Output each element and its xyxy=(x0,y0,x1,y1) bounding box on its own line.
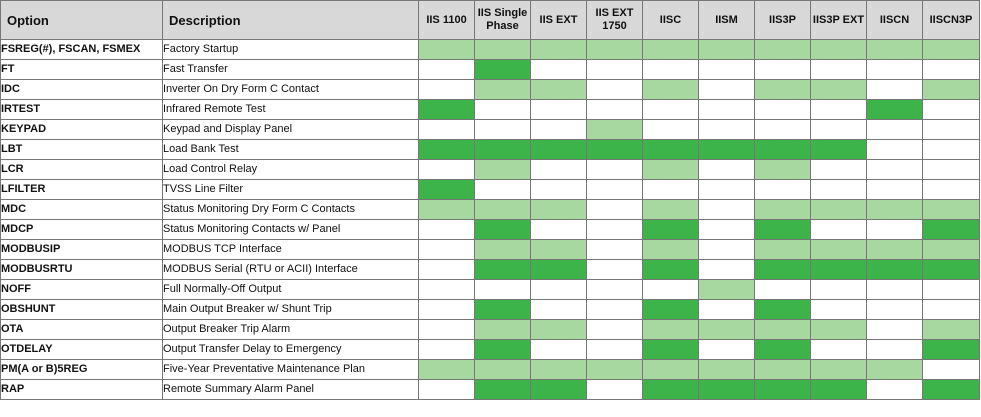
availability-cell xyxy=(475,380,531,400)
header-description: Description xyxy=(163,1,419,40)
availability-cell xyxy=(475,300,531,320)
availability-cell xyxy=(755,280,811,300)
availability-cell xyxy=(811,380,867,400)
availability-cell xyxy=(755,380,811,400)
header-model: IIS Single Phase xyxy=(475,1,531,40)
availability-cell xyxy=(475,60,531,80)
availability-cell xyxy=(811,340,867,360)
availability-cell xyxy=(419,80,475,100)
availability-cell xyxy=(643,280,699,300)
availability-cell xyxy=(475,200,531,220)
option-description: Inverter On Dry Form C Contact xyxy=(163,80,419,100)
option-code: LBT xyxy=(1,140,163,160)
availability-cell xyxy=(699,260,755,280)
availability-cell xyxy=(867,180,923,200)
option-description: Output Transfer Delay to Emergency xyxy=(163,340,419,360)
option-description: Full Normally-Off Output xyxy=(163,280,419,300)
availability-cell xyxy=(475,220,531,240)
availability-cell xyxy=(923,200,980,220)
option-code: FSREG(#), FSCAN, FSMEX xyxy=(1,40,163,60)
availability-cell xyxy=(419,320,475,340)
table-row xyxy=(1,320,980,340)
option-description: Remote Summary Alarm Panel xyxy=(163,380,419,400)
option-code: OTDELAY xyxy=(1,340,163,360)
table-row xyxy=(1,340,980,360)
availability-cell xyxy=(811,100,867,120)
option-code: MDCP xyxy=(1,220,163,240)
table-row xyxy=(1,60,980,80)
header-model: IISCN xyxy=(867,1,923,40)
option-description: MODBUS TCP Interface xyxy=(163,240,419,260)
availability-cell xyxy=(643,60,699,80)
table-row xyxy=(1,380,980,400)
availability-cell xyxy=(419,100,475,120)
availability-cell xyxy=(811,80,867,100)
availability-cell xyxy=(587,100,643,120)
availability-cell xyxy=(755,60,811,80)
availability-cell xyxy=(923,160,980,180)
availability-cell xyxy=(867,240,923,260)
availability-cell xyxy=(643,220,699,240)
availability-cell xyxy=(531,160,587,180)
availability-cell xyxy=(867,160,923,180)
availability-cell xyxy=(643,320,699,340)
availability-cell xyxy=(755,40,811,60)
header-model: IISCN3P xyxy=(923,1,980,40)
availability-cell xyxy=(811,240,867,260)
availability-cell xyxy=(867,280,923,300)
availability-cell xyxy=(867,260,923,280)
availability-cell xyxy=(811,40,867,60)
availability-cell xyxy=(587,380,643,400)
availability-cell xyxy=(811,160,867,180)
option-description: Fast Transfer xyxy=(163,60,419,80)
availability-cell xyxy=(867,200,923,220)
availability-cell xyxy=(643,100,699,120)
availability-cell xyxy=(475,240,531,260)
table-row xyxy=(1,40,980,60)
availability-cell xyxy=(867,320,923,340)
availability-cell xyxy=(531,280,587,300)
option-code: NOFF xyxy=(1,280,163,300)
availability-cell xyxy=(419,60,475,80)
availability-cell xyxy=(867,300,923,320)
table-row xyxy=(1,280,980,300)
availability-cell xyxy=(755,80,811,100)
option-description: Factory Startup xyxy=(163,40,419,60)
option-code: LFILTER xyxy=(1,180,163,200)
table-header xyxy=(1,1,980,40)
availability-cell xyxy=(755,220,811,240)
availability-cell xyxy=(587,160,643,180)
table-row xyxy=(1,100,980,120)
availability-cell xyxy=(811,360,867,380)
option-code: OTA xyxy=(1,320,163,340)
availability-cell xyxy=(699,360,755,380)
option-code: IDC xyxy=(1,80,163,100)
availability-cell xyxy=(531,380,587,400)
availability-cell xyxy=(867,120,923,140)
availability-cell xyxy=(923,380,980,400)
option-description: Output Breaker Trip Alarm xyxy=(163,320,419,340)
availability-cell xyxy=(643,40,699,60)
availability-cell xyxy=(643,160,699,180)
availability-cell xyxy=(699,240,755,260)
availability-cell xyxy=(475,40,531,60)
availability-cell xyxy=(755,340,811,360)
availability-cell xyxy=(755,320,811,340)
availability-cell xyxy=(755,260,811,280)
availability-cell xyxy=(699,60,755,80)
availability-cell xyxy=(867,140,923,160)
availability-cell xyxy=(419,280,475,300)
availability-cell xyxy=(811,300,867,320)
option-description: Keypad and Display Panel xyxy=(163,120,419,140)
availability-cell xyxy=(419,40,475,60)
table-row xyxy=(1,180,980,200)
availability-cell xyxy=(923,320,980,340)
availability-cell xyxy=(811,200,867,220)
availability-cell xyxy=(699,180,755,200)
availability-cell xyxy=(531,180,587,200)
header-row xyxy=(1,1,980,40)
availability-cell xyxy=(923,40,980,60)
availability-cell xyxy=(643,260,699,280)
availability-cell xyxy=(531,260,587,280)
availability-cell xyxy=(699,300,755,320)
availability-cell xyxy=(587,40,643,60)
availability-cell xyxy=(811,220,867,240)
availability-cell xyxy=(643,140,699,160)
availability-cell xyxy=(643,200,699,220)
availability-cell xyxy=(587,240,643,260)
availability-cell xyxy=(531,120,587,140)
availability-cell xyxy=(755,140,811,160)
availability-cell xyxy=(755,160,811,180)
availability-cell xyxy=(699,280,755,300)
availability-cell xyxy=(419,260,475,280)
availability-cell xyxy=(923,60,980,80)
availability-cell xyxy=(755,360,811,380)
availability-cell xyxy=(419,240,475,260)
availability-cell xyxy=(587,200,643,220)
option-code: FT xyxy=(1,60,163,80)
availability-cell xyxy=(643,180,699,200)
availability-cell xyxy=(867,100,923,120)
availability-cell xyxy=(755,300,811,320)
availability-cell xyxy=(811,280,867,300)
availability-cell xyxy=(755,120,811,140)
availability-cell xyxy=(699,320,755,340)
availability-cell xyxy=(587,320,643,340)
availability-cell xyxy=(867,80,923,100)
availability-cell xyxy=(643,340,699,360)
availability-cell xyxy=(643,380,699,400)
availability-cell xyxy=(419,360,475,380)
availability-cell xyxy=(923,360,980,380)
availability-cell xyxy=(587,220,643,240)
availability-cell xyxy=(419,380,475,400)
availability-cell xyxy=(531,60,587,80)
header-model: IIS EXT 1750 xyxy=(587,1,643,40)
availability-cell xyxy=(643,80,699,100)
availability-cell xyxy=(867,360,923,380)
table-body xyxy=(1,40,980,400)
availability-cell xyxy=(699,140,755,160)
availability-cell xyxy=(923,80,980,100)
option-code: KEYPAD xyxy=(1,120,163,140)
availability-cell xyxy=(475,320,531,340)
option-description: Load Bank Test xyxy=(163,140,419,160)
availability-cell xyxy=(531,300,587,320)
option-code: LCR xyxy=(1,160,163,180)
availability-cell xyxy=(531,40,587,60)
option-code: IRTEST xyxy=(1,100,163,120)
availability-cell xyxy=(475,260,531,280)
availability-cell xyxy=(923,120,980,140)
option-description: Status Monitoring Contacts w/ Panel xyxy=(163,220,419,240)
header-model: IISC xyxy=(643,1,699,40)
availability-cell xyxy=(923,300,980,320)
availability-cell xyxy=(811,180,867,200)
table-row xyxy=(1,140,980,160)
availability-cell xyxy=(923,180,980,200)
availability-cell xyxy=(587,80,643,100)
availability-cell xyxy=(531,220,587,240)
header-model: IISM xyxy=(699,1,755,40)
availability-cell xyxy=(811,260,867,280)
availability-cell xyxy=(699,120,755,140)
availability-cell xyxy=(755,200,811,220)
availability-cell xyxy=(699,100,755,120)
header-model: IIS3P xyxy=(755,1,811,40)
availability-cell xyxy=(587,60,643,80)
availability-cell xyxy=(475,160,531,180)
availability-cell xyxy=(419,120,475,140)
availability-cell xyxy=(755,240,811,260)
availability-cell xyxy=(419,340,475,360)
option-description: Status Monitoring Dry Form C Contacts xyxy=(163,200,419,220)
header-model: IIS EXT xyxy=(531,1,587,40)
option-code: MDC xyxy=(1,200,163,220)
availability-cell xyxy=(755,100,811,120)
availability-cell xyxy=(419,140,475,160)
availability-cell xyxy=(475,100,531,120)
availability-cell xyxy=(531,140,587,160)
option-description: Five-Year Preventative Maintenance Plan xyxy=(163,360,419,380)
table-row xyxy=(1,300,980,320)
availability-cell xyxy=(587,340,643,360)
table-row xyxy=(1,260,980,280)
availability-cell xyxy=(811,140,867,160)
table-row xyxy=(1,220,980,240)
availability-cell xyxy=(587,120,643,140)
option-description: TVSS Line Filter xyxy=(163,180,419,200)
availability-cell xyxy=(531,320,587,340)
availability-cell xyxy=(419,160,475,180)
option-code: PM(A or B)5REG xyxy=(1,360,163,380)
availability-cell xyxy=(923,100,980,120)
table-row xyxy=(1,360,980,380)
availability-cell xyxy=(867,380,923,400)
table-row xyxy=(1,200,980,220)
option-code: RAP xyxy=(1,380,163,400)
availability-cell xyxy=(587,280,643,300)
availability-cell xyxy=(699,200,755,220)
availability-cell xyxy=(699,40,755,60)
availability-cell xyxy=(643,240,699,260)
header-model: IIS3P EXT xyxy=(811,1,867,40)
availability-cell xyxy=(531,80,587,100)
availability-cell xyxy=(531,200,587,220)
table-row xyxy=(1,160,980,180)
availability-cell xyxy=(699,160,755,180)
availability-cell xyxy=(923,340,980,360)
availability-cell xyxy=(587,180,643,200)
availability-cell xyxy=(867,40,923,60)
availability-cell xyxy=(419,200,475,220)
availability-cell xyxy=(867,340,923,360)
availability-cell xyxy=(643,120,699,140)
option-code: MODBUSIP xyxy=(1,240,163,260)
availability-cell xyxy=(587,260,643,280)
availability-cell xyxy=(867,60,923,80)
availability-cell xyxy=(475,80,531,100)
availability-cell xyxy=(811,120,867,140)
availability-cell xyxy=(531,340,587,360)
option-code: MODBUSRTU xyxy=(1,260,163,280)
option-description: Load Control Relay xyxy=(163,160,419,180)
availability-cell xyxy=(923,240,980,260)
availability-cell xyxy=(419,220,475,240)
availability-cell xyxy=(475,340,531,360)
availability-cell xyxy=(699,340,755,360)
option-description: Main Output Breaker w/ Shunt Trip xyxy=(163,300,419,320)
header-option: Option xyxy=(1,1,163,40)
availability-cell xyxy=(531,360,587,380)
availability-cell xyxy=(923,220,980,240)
availability-cell xyxy=(755,180,811,200)
availability-cell xyxy=(699,380,755,400)
availability-cell xyxy=(531,100,587,120)
option-description: Infrared Remote Test xyxy=(163,100,419,120)
header-model: IIS 1100 xyxy=(419,1,475,40)
availability-cell xyxy=(923,280,980,300)
availability-cell xyxy=(475,120,531,140)
availability-cell xyxy=(475,140,531,160)
availability-cell xyxy=(923,140,980,160)
availability-cell xyxy=(699,220,755,240)
table-row xyxy=(1,80,980,100)
availability-cell xyxy=(587,360,643,380)
availability-cell xyxy=(643,360,699,380)
availability-cell xyxy=(811,320,867,340)
option-code: OBSHUNT xyxy=(1,300,163,320)
table-row xyxy=(1,120,980,140)
availability-cell xyxy=(531,240,587,260)
option-description: MODBUS Serial (RTU or ACII) Interface xyxy=(163,260,419,280)
availability-cell xyxy=(475,280,531,300)
availability-cell xyxy=(867,220,923,240)
availability-cell xyxy=(699,80,755,100)
availability-cell xyxy=(475,360,531,380)
availability-cell xyxy=(643,300,699,320)
availability-cell xyxy=(923,260,980,280)
availability-cell xyxy=(475,180,531,200)
availability-cell xyxy=(419,300,475,320)
availability-cell xyxy=(587,300,643,320)
availability-cell xyxy=(811,60,867,80)
availability-cell xyxy=(419,180,475,200)
availability-cell xyxy=(587,140,643,160)
table-row xyxy=(1,240,980,260)
